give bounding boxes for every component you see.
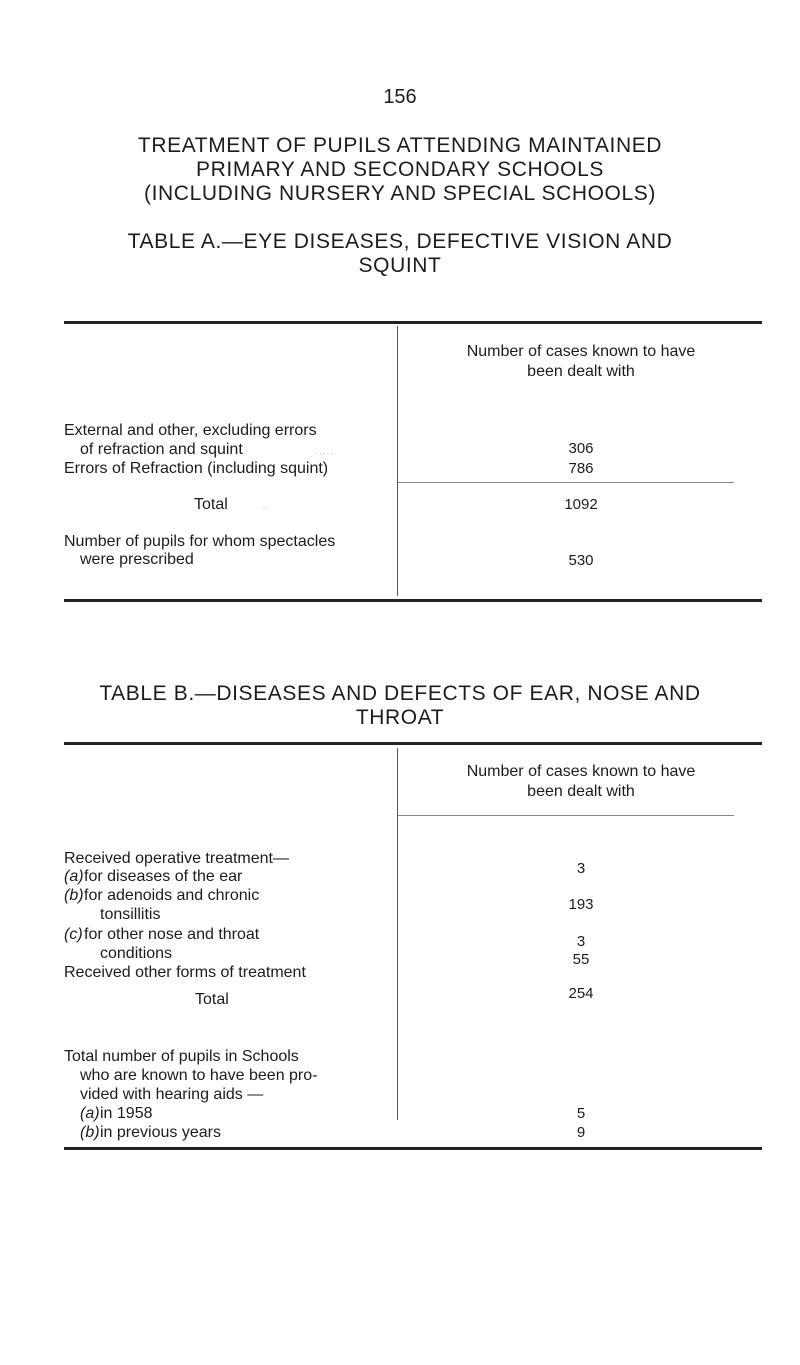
table-a-row-external-value: 306 [568, 440, 594, 457]
leader-dots: ..... [247, 446, 335, 457]
table-a-column-header-line-2: been dealt with [527, 363, 635, 380]
table-b-item-c-value: 3 [576, 933, 586, 950]
main-title [40, 134, 760, 206]
main-title-line-2: PRIMARY AND SECONDARY SCHOOLS [196, 158, 604, 181]
table-b-item-b-label-2: tonsillitis [100, 906, 161, 923]
table-a-total-label [194, 495, 270, 516]
table-b-item-a-value: 3 [576, 860, 586, 877]
table-a-spectacles-label-1: Number of pupils for whom spectacles [64, 533, 336, 550]
table-a-column-header [400, 342, 762, 382]
table-b-item-a-text: for diseases of the ear [84, 868, 243, 885]
page-number: 156 [383, 86, 417, 108]
table-b-operative-label: Received operative treatment— [64, 850, 289, 867]
table-b-other-value: 55 [572, 951, 590, 968]
table-b-item-b-marker: (b) [64, 887, 84, 904]
table-b-item-a-label [64, 867, 242, 886]
table-b-hearing-b-marker: (b) [80, 1124, 100, 1141]
table-b-item-b-value: 193 [568, 896, 594, 913]
table-a-column-header-line-1: Number of cases known to have [466, 343, 696, 360]
table-b-hearing-b-label [80, 1123, 221, 1142]
table-b-hearing-label-2: who are known to have been pro- [80, 1067, 318, 1084]
table-b-item-c-marker: (c) [64, 926, 83, 943]
table-a-row-refraction-label: Errors of Refraction (including squint) [64, 460, 329, 477]
table-a-total-value: 1092 [564, 496, 598, 513]
table-b-hearing-b-value: 9 [576, 1124, 586, 1141]
table-b-column-divider [397, 748, 398, 1120]
leader-dots: .. [232, 501, 271, 512]
table-b-header-rule [398, 815, 734, 816]
table-b-hearing-a-text: in 1958 [100, 1105, 153, 1122]
table-b-column-header-line-2: been dealt with [527, 783, 635, 800]
table-a-title-line-2: SQUINT [358, 254, 442, 277]
table-b-column-header [400, 762, 762, 802]
main-title-line-3: (INCLUDING NURSERY AND SPECIAL SCHOOLS) [144, 182, 656, 205]
table-b-item-a-marker: (a) [64, 868, 84, 885]
table-a-top-rule [64, 321, 762, 324]
table-a-row-external-label-2 [80, 440, 334, 461]
table-b-hearing-label-3: vided with hearing aids — [80, 1086, 264, 1103]
table-b-hearing-a-marker: (a) [80, 1105, 100, 1122]
table-a-spectacles-value: 530 [568, 552, 594, 569]
table-a-title [40, 230, 760, 278]
table-b-hearing-a-label [80, 1104, 153, 1123]
table-b-column-header-line-1: Number of cases known to have [466, 763, 696, 780]
table-b-total-label: Total [195, 991, 229, 1008]
table-a-column-divider [397, 326, 398, 596]
table-a-spectacles-label-2: were prescribed [80, 551, 194, 568]
table-b-total-value: 254 [568, 985, 594, 1002]
table-b-hearing-a-value: 5 [576, 1105, 586, 1122]
table-b-hearing-label-1: Total number of pupils in Schools [64, 1048, 299, 1065]
table-a-row-refraction-value: 786 [568, 460, 594, 477]
table-b-title-line-2: THROAT [355, 706, 445, 729]
table-b-bottom-rule [64, 1147, 762, 1150]
table-b-item-c-label-1 [64, 925, 259, 944]
main-title-line-1: TREATMENT OF PUPILS ATTENDING MAINTAINED [137, 134, 663, 157]
table-b-hearing-b-text: in previous years [100, 1124, 221, 1141]
table-b-item-c-text-1: for other nose and throat [84, 926, 260, 943]
table-b-top-rule [64, 742, 762, 745]
table-b-other-label: Received other forms of treatment [64, 964, 306, 981]
table-b-item-b-label-1 [64, 886, 259, 905]
table-a-row-external-label-1: External and other, excluding errors [64, 422, 317, 439]
table-b-title-line-1: TABLE B.—DISEASES AND DEFECTS OF EAR, NOSE AND [99, 682, 701, 705]
table-b-item-b-text-1: for adenoids and chronic [84, 887, 260, 904]
table-b-title [40, 682, 760, 730]
table-a-total-label-text: Total [194, 496, 228, 513]
table-a-title-line-1: TABLE A.—EYE DISEASES, DEFECTIVE VISION AND [127, 230, 673, 253]
table-a-total-rule [398, 482, 734, 483]
table-a-bottom-rule [64, 599, 762, 602]
table-a-row-external-label-2-text: of refraction and squint [80, 441, 243, 458]
table-b-item-c-label-2: conditions [100, 945, 173, 962]
